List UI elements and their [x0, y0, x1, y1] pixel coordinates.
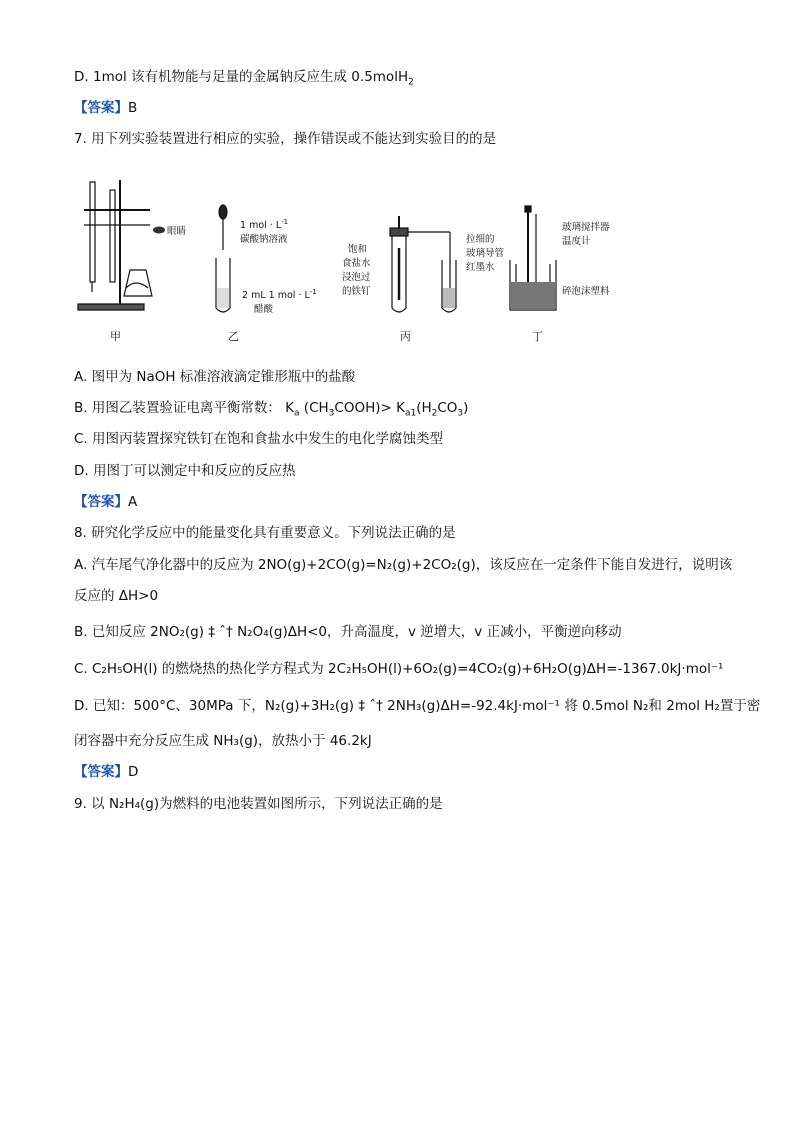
- jia-label: 眼睛: [167, 226, 187, 237]
- apparatus-yi: [216, 205, 230, 312]
- q8-option-a-line1: A. 汽车尾气净化器中的反应为 2NO(g)+2CO(g)=N₂(g)+2CO₂(g)，该反应在一定条件下能自发进行，说明该: [74, 557, 733, 573]
- q6-answer: 【答案】B: [74, 100, 138, 116]
- q7-option-b: B. 用图乙装置验证电离平衡常数： $K_a$ $(CH_3COOH)> K_{a1}(H_2CO_3)$: [74, 400, 469, 419]
- q8-stem: 8. 研究化学反应中的能量变化具有重要意义。下列说法正确的是: [74, 525, 456, 541]
- yi-top-1: 1 mol · $L^{-1}$: [240, 218, 289, 231]
- bing-left-4: 的铁钉: [342, 286, 371, 297]
- bing-left-1: 饱和: [348, 244, 368, 255]
- yi-bot-2: 醋酸: [254, 304, 274, 315]
- q9-stem: 9. 以 N₂H₄(g)为燃料的电池装置如图所示，下列说法正确的是: [74, 796, 443, 812]
- q8-option-d-line1: D. 已知：500°C、30MPa 下，N₂(g)+3H₂(g) ‡ ˆ† 2NH₃(g)ΔH=-92.4kJ·mol⁻¹ 将 0.5mol N₂和 2mol H₂置于密: [74, 698, 761, 714]
- caption-bing: 丙: [400, 330, 411, 343]
- q7-answer: 【答案】A: [74, 494, 138, 510]
- q7-stem: 7. 用下列实验装置进行相应的实验，操作错误或不能达到实验目的的是: [74, 131, 497, 147]
- q8-option-d-line2: 闭容器中充分反应生成 NH₃(g)，放热小于 46.2kJ: [74, 733, 372, 749]
- q8-option-c: C. C₂H₅OH(l) 的燃烧热的热化学方程式为 2C₂H₅OH(l)+6O₂(g)=4CO₂(g)+6H₂O(g)ΔH=-1367.0kJ·mol⁻¹: [74, 661, 724, 677]
- q7-apparatus-figure: [70, 170, 630, 350]
- q7-option-c: C. 用图丙装置探究铁钉在饱和食盐水中发生的电化学腐蚀类型: [74, 431, 444, 447]
- eye-icon: [153, 227, 165, 234]
- q7-option-a: A. 图甲为 NaOH 标准溶液滴定锥形瓶中的盐酸: [74, 369, 356, 385]
- q7-option-d: D. 用图丁可以测定中和反应的反应热: [74, 463, 296, 479]
- q6-option-d: D. 1mol 该有机物能与足量的金属钠反应生成 0.5molH$_2$: [74, 69, 414, 88]
- apparatus-ding: [510, 206, 556, 310]
- caption-yi: 乙: [228, 330, 239, 343]
- ding-label-3: 碎泡沫塑料: [562, 286, 610, 297]
- q8-option-b: B. 已知反应 2NO₂(g) ‡ ˆ† N₂O₄(g)ΔH<0，升高温度，v 逆增大，v 正减小，平衡逆向移动: [74, 624, 622, 640]
- ding-label-2: 温度计: [562, 236, 591, 247]
- q8-option-a-line2: 反应的 ΔH>0: [74, 588, 159, 604]
- ding-label-1: 玻璃搅拌器: [562, 222, 610, 233]
- caption-jia: 甲: [110, 330, 121, 343]
- bing-right-3: 红墨水: [466, 262, 495, 273]
- apparatus-bing: [390, 216, 456, 312]
- q8-answer: 【答案】D: [74, 764, 139, 780]
- bing-left-3: 浸泡过: [342, 272, 371, 283]
- yi-bot-1: 2 mL 1 mol · $L^{-1}$: [242, 288, 317, 301]
- caption-ding: 丁: [532, 330, 543, 343]
- apparatus-jia: [78, 180, 152, 310]
- yi-top-2: 碳酸钠溶液: [240, 234, 288, 245]
- bing-right-2: 玻璃导管: [466, 248, 505, 259]
- bing-right-1: 拉细的: [466, 234, 495, 245]
- bing-left-2: 食盐水: [342, 258, 371, 269]
